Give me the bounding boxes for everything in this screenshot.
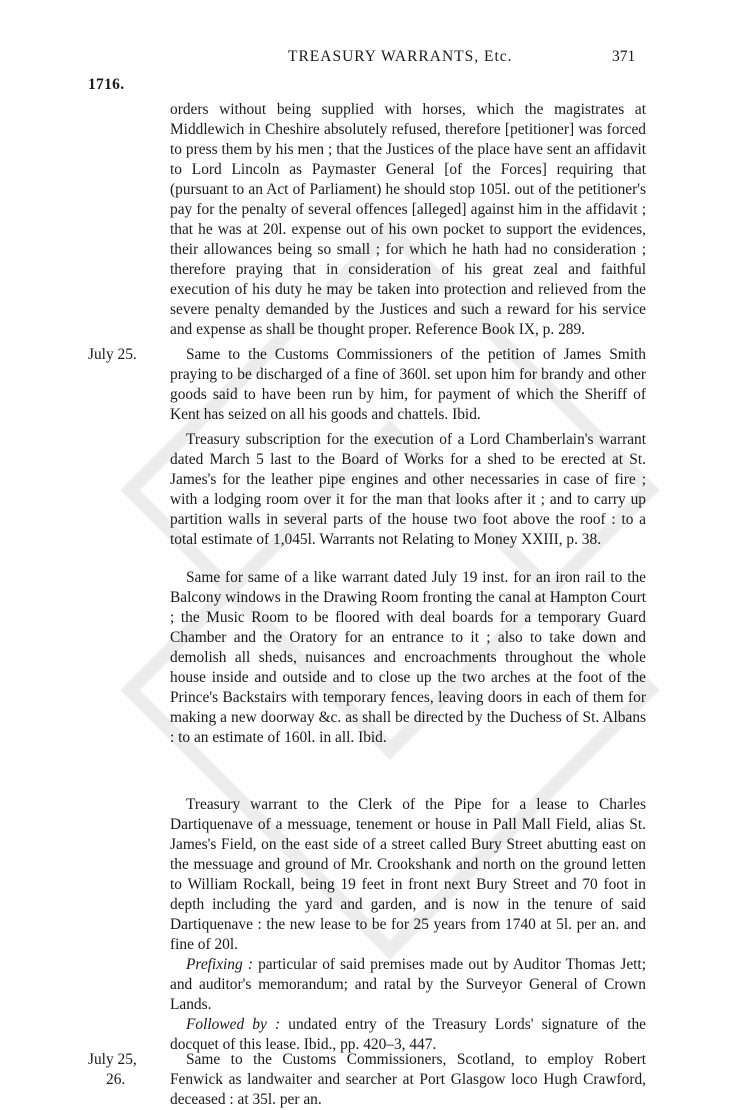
prefixing-label: Prefixing : (186, 956, 253, 973)
entry-text: orders without being supplied with horses, which the magistrates at Middlewich in Cheshire absolutely refused, therefore [petitioner] was forced to press them by his men ; that the Justices of the place have sent an affidavit to Lord Lincoln as Paymaster General [of the Forces] requiring that (pursuant to an Act of Parliament) he should stop 105l. out of the petitioner's pay for the penalty of several offences [alleged] against him in the affidavit ; that he was at 20l. expense out of his own pocket to support the evidences, their allowances being so small ; for which he hath had no consideration ; therefore praying that in consideration of his great zeal and faithful execution of his duty he may be taken into protection and relieved from the severe penalty demanded by the Justices and such a reward for his service and expense as shall be thought proper. Reference Book IX, p. 289. (170, 101, 646, 338)
entry-customs-scotland (170, 1050, 646, 1110)
entry-date: July 25. (88, 346, 137, 363)
entry-text: Treasury subscription for the execution of a Lord Chamberlain's warrant dated March 5 last to the Board of Works for a shed to be erected at St. James's for the leather pipe engines and other necessaries in case of fire ; with a lodging room over it for the man that looks after it ; and to carry up partition walls in several parts of the house two foot above the roof : to a total estimate of 1,045l. Warrants not Relating to Money XXIII, p. 38. (170, 431, 646, 548)
entry-date-line1: July 25, (88, 1051, 137, 1068)
followed-text: undated entry of the Treasury Lords' signature of the docquet of this lease. Ibid., pp. 420–3, 447. (170, 1016, 646, 1053)
entry-continued (170, 100, 646, 340)
entry-prefixing (170, 955, 646, 1015)
entry-date (88, 1050, 137, 1090)
page-number: 371 (612, 48, 636, 65)
entry-text: Same to the Customs Commissioners, Scotland, to employ Robert Fenwick as landwaiter and searcher at Port Glasgow loco Hugh Crawford, deceased : at 35l. per an. (170, 1051, 646, 1108)
entry-text: Same to the Customs Commissioners of the petition of James Smith praying to be discharged of a fine of 360l. set upon him for brandy and other goods said to have been run by him, for payment of which the Sheriff of Kent has seized on all his goods and chattels. Ibid. (170, 346, 646, 423)
entry-text: Same for same of a like warrant dated July 19 inst. for an iron rail to the Balcony windows in the Drawing Room fronting the canal at Hampton Court ; the Music Room to be floored with deal boards for a temporary Guard Chamber and the Oratory for an entrance to it ; also to take down and demolish all sheds, nuisances and encroachments throughout the whole house inside and outside and to close up the two arches at the foot of the Prince's Backstairs with temporary fences, leaving doors in each of them for making a new doorway &c. as shall be directed by the Duchess of St. Albans : to an estimate of 160l. in all. Ibid. (170, 569, 646, 746)
entry-shed-warrant (170, 430, 646, 550)
entry-text: Treasury warrant to the Clerk of the Pipe for a lease to Charles Dartiquenave of a messuage, tenement or house in Pall Mall Field, alias St. James's Field, on the east side of a street called Bury Street abutting east on the messuage and ground of Mr. Crookshank and north on the ground letten to William Rockall, being 19 feet in front next Bury Street and 70 foot in depth including the yard and garden, and is now in the tenure of said Dartiquenave : the new lease to be for 25 years from 1740 at 5l. per an. and fine of 20l. (170, 796, 646, 953)
page-year: 1716. (88, 76, 125, 93)
prefixing-text: particular of said premises made out by Auditor Thomas Jett; and auditor's memorandum; and ratal by the Surveyor General of Crown Lands. (170, 956, 646, 1013)
entry-date-line2: 26. (106, 1071, 126, 1088)
running-title: TREASURY WARRANTS, Etc. (288, 48, 513, 65)
entry-hampton-court-warrant (170, 568, 646, 748)
entry-lease-warrant (170, 795, 646, 1055)
followed-label: Followed by : (186, 1016, 281, 1033)
entry-followed-by (170, 1015, 646, 1055)
entry-customs-petition (170, 345, 646, 425)
